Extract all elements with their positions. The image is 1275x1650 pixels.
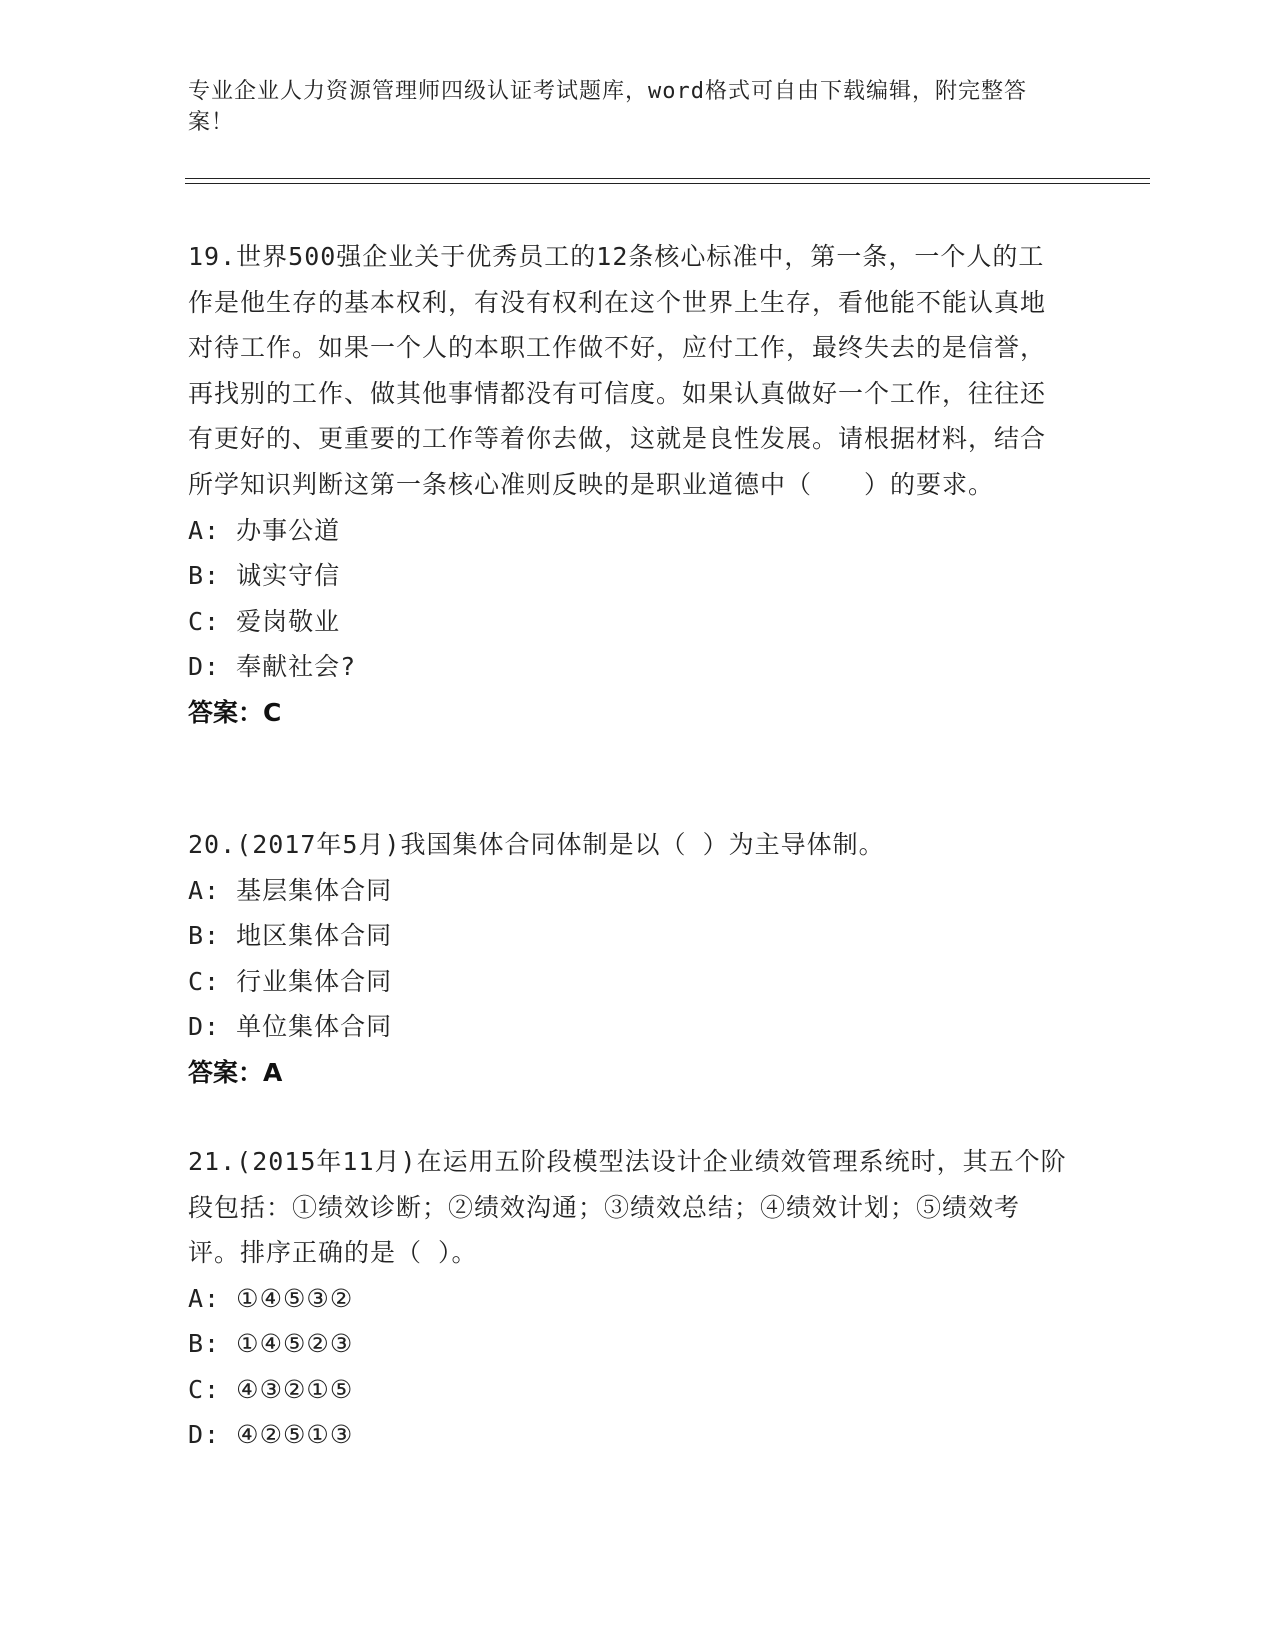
question-19 — [188, 234, 1068, 735]
option-text: 奉献社会? — [236, 652, 357, 682]
question-number: 19. — [188, 242, 237, 271]
option-b — [188, 553, 1068, 599]
header-rule-bottom — [185, 183, 1150, 184]
option-c — [188, 959, 1068, 1005]
option-label: B: — [188, 1329, 221, 1359]
question-stem — [188, 234, 1068, 508]
option-text: 行业集体合同 — [236, 966, 393, 996]
answer: 答案：A — [188, 1057, 283, 1087]
option-text: ④③②①⑤ — [236, 1374, 354, 1404]
option-c — [188, 1367, 1068, 1413]
option-text: 爱岗敬业 — [236, 606, 341, 636]
answer: 答案：C — [188, 697, 282, 727]
question-text: (2017年5月)我国集体合同体制是以（ ）为主导体制。 — [236, 830, 885, 859]
option-text: ①④⑤③② — [236, 1283, 354, 1313]
option-label: A: — [188, 515, 221, 545]
question-number: 20. — [188, 830, 237, 859]
option-text: ①④⑤②③ — [236, 1329, 354, 1359]
option-a — [188, 868, 1068, 914]
option-text: 诚实守信 — [236, 561, 341, 591]
option-label: C: — [188, 1374, 221, 1404]
header-text: 专业企业人力资源管理师四级认证考试题库，word格式可自由下载编辑，附完整答案！ — [188, 79, 1027, 135]
option-label: B: — [188, 921, 221, 951]
option-d — [188, 1004, 1068, 1050]
question-text: (2015年11月)在运用五阶段模型法设计企业绩效管理系统时，其五个阶段包括：①绩效诊断；②绩效沟通；③绩效总结；④绩效计划；⑤绩效考评。排序正确的是（ ）。 — [188, 1147, 1067, 1268]
option-label: C: — [188, 966, 221, 996]
header-rule-top — [185, 178, 1150, 179]
option-text: ④②⑤①③ — [236, 1420, 354, 1450]
option-d — [188, 1412, 1068, 1458]
option-c — [188, 599, 1068, 645]
question-21 — [188, 1139, 1068, 1458]
option-label: C: — [188, 606, 221, 636]
option-label: A: — [188, 875, 221, 905]
question-stem — [188, 822, 1068, 868]
option-a — [188, 508, 1068, 554]
option-b — [188, 913, 1068, 959]
option-text: 地区集体合同 — [236, 921, 393, 951]
option-label: A: — [188, 1283, 221, 1313]
option-label: B: — [188, 561, 221, 591]
question-stem — [188, 1139, 1068, 1276]
question-20 — [188, 822, 1068, 1095]
question-text: 世界500强企业关于优秀员工的12条核心标准中，第一条，一个人的工作是他生存的基本权利，有没有权利在这个世界上生存，看他能不能认真地对待工作。如果一个人的本职工作做不好，应付工作，最终失去的是信誉，再找别的工作、做其他事情都没有可信度。如果认真做好一个工作，往往还有更好的、更重要的工作等着你去做，这就是良性发展。请根据材料，结合所学知识判断这第一条核心准则反映的是职业道德中（ ）的要求。 — [188, 242, 1047, 499]
option-d — [188, 644, 1068, 690]
question-number: 21. — [188, 1147, 237, 1176]
option-label: D: — [188, 1012, 221, 1042]
option-label: D: — [188, 1420, 221, 1450]
option-a — [188, 1276, 1068, 1322]
page-header — [188, 76, 1068, 138]
option-label: D: — [188, 652, 221, 682]
option-text: 基层集体合同 — [236, 875, 393, 905]
option-text: 办事公道 — [236, 515, 341, 545]
option-text: 单位集体合同 — [236, 1012, 393, 1042]
option-b — [188, 1321, 1068, 1367]
